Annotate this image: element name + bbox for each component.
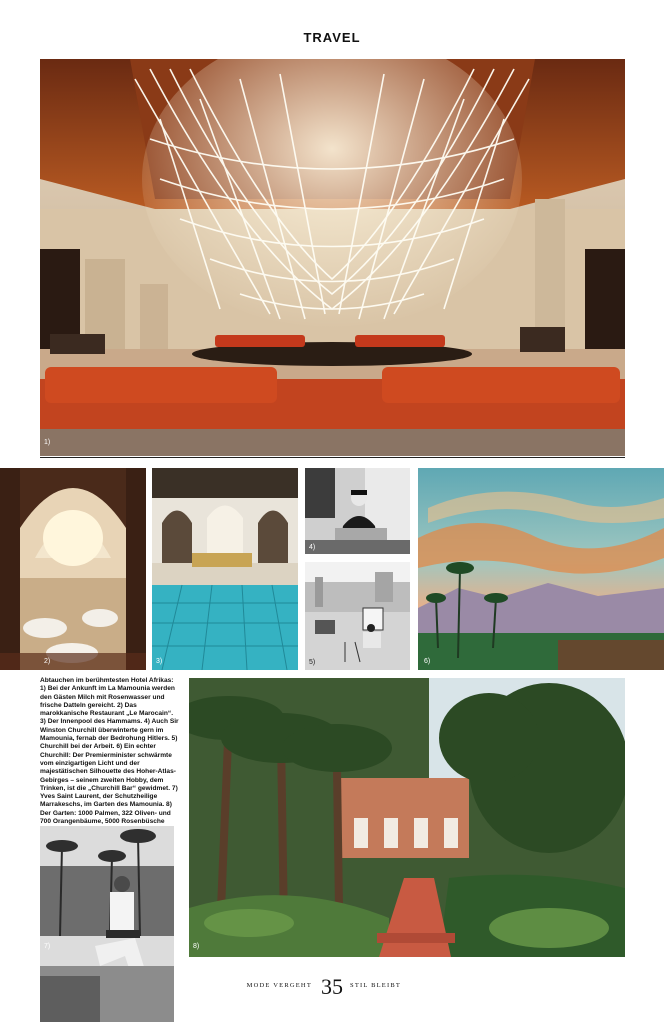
photo-restaurant bbox=[0, 468, 146, 670]
churchill-painting-illustration bbox=[305, 562, 410, 670]
pool-illustration bbox=[152, 468, 298, 670]
photo-garden bbox=[189, 678, 625, 957]
photo-number-5: 5) bbox=[309, 659, 316, 666]
page-footer bbox=[0, 974, 664, 1004]
garden-illustration bbox=[189, 678, 625, 957]
photo-caption: Abtauchen im berühmtesten Hotel Afrikas: 1) Bei der Ankunft im La Mamounia werden den Gästen Milch mit Rosenwasser und frische Datteln gereicht. 2) Das marokkanische Restaurant „Le Marocain“. 3) Der Innenpool des Hammams. 4) Auch Sir Winston Churchill überwinterte gern im Mamounia, fernab der Bedrohung Hitlers. 5) Churchill bei der Arbeit. 6) Ein echter Churchill: Der Premierminister schwärmte vom einzigartigen Licht und der majestätischen Silhouette des Hoher-Atlas-Gebirges – seinem zweiten Hobby, dem Trinken, ist die „Churchill Bar“ gewidmet. 7) Yves Saint Laurent, der Schutzheilige Marrakeschs, im Garten des Mamounia. 8) Der Garten: 1000 Palmen, 322 Oliven- und 700 Orangenbäume, 5000 Rosenbüsche bbox=[40, 677, 179, 826]
photo-churchill-portrait bbox=[305, 468, 410, 554]
photo-number-3: 3) bbox=[156, 658, 163, 665]
atlas-painting-illustration bbox=[418, 468, 664, 670]
photo-number-8: 8) bbox=[193, 943, 200, 950]
photo-hammam-pool bbox=[152, 468, 298, 670]
section-title: TRAVEL bbox=[303, 30, 361, 45]
footer-left-text: MODE VERGEHT bbox=[246, 982, 312, 989]
photo-churchill-painting bbox=[305, 562, 410, 670]
restaurant-illustration bbox=[0, 468, 146, 670]
photo-number-4: 4) bbox=[309, 544, 316, 551]
footer-right-text: STIL BLEIBT bbox=[350, 982, 402, 989]
photo-number-1: 1) bbox=[44, 439, 51, 446]
rule-top bbox=[40, 457, 625, 458]
photo-number-7: 7) bbox=[44, 943, 51, 950]
photo-number-2: 2) bbox=[44, 658, 51, 665]
photo-atlas-painting bbox=[418, 468, 664, 670]
page-number: 35 bbox=[321, 974, 343, 999]
photo-lobby-chandelier bbox=[40, 59, 625, 456]
photo-number-6: 6) bbox=[424, 658, 431, 665]
lobby-illustration bbox=[40, 59, 625, 456]
churchill-portrait-illustration bbox=[305, 468, 410, 554]
